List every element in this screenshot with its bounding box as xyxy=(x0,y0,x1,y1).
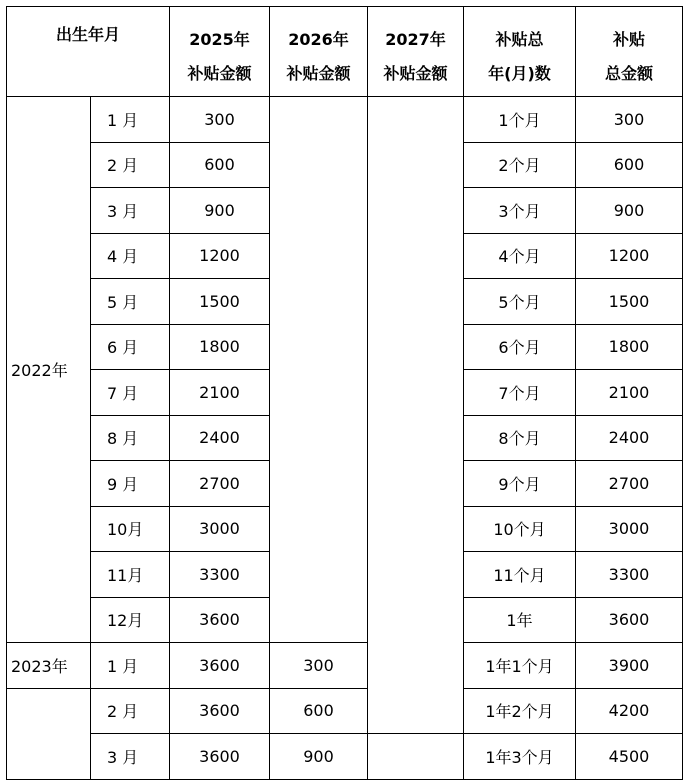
amount-2025-cell: 3600 xyxy=(170,597,270,643)
amount-2025-cell: 3000 xyxy=(170,506,270,552)
amount-2025-cell: 2100 xyxy=(170,370,270,416)
year-2023-cell: 2023年 xyxy=(7,643,91,689)
periods-cell: 4个月 xyxy=(464,233,576,279)
amount-2025-cell: 2700 xyxy=(170,461,270,507)
periods-cell: 5个月 xyxy=(464,279,576,325)
month-cell: 4 月 xyxy=(91,233,170,279)
month-cell: 10月 xyxy=(91,506,170,552)
periods-cell: 11个月 xyxy=(464,552,576,598)
total-cell: 900 xyxy=(576,188,683,234)
amount-2025-cell: 3600 xyxy=(170,688,270,734)
month-cell: 2 月 xyxy=(91,142,170,188)
periods-cell: 1年 xyxy=(464,597,576,643)
amount-2027-merged-cell xyxy=(368,97,464,734)
total-cell: 300 xyxy=(576,97,683,143)
total-cell: 2100 xyxy=(576,370,683,416)
total-cell: 3300 xyxy=(576,552,683,598)
total-cell: 1200 xyxy=(576,233,683,279)
amount-2025-cell: 3600 xyxy=(170,643,270,689)
month-cell: 9 月 xyxy=(91,461,170,507)
total-cell: 3900 xyxy=(576,643,683,689)
month-cell: 8 月 xyxy=(91,415,170,461)
total-cell: 3000 xyxy=(576,506,683,552)
amount-2026-merged-cell xyxy=(270,97,368,643)
periods-cell: 1年2个月 xyxy=(464,688,576,734)
month-cell: 3 月 xyxy=(91,734,170,780)
total-cell: 3600 xyxy=(576,597,683,643)
total-cell: 2700 xyxy=(576,461,683,507)
birth-header: 出生年月 xyxy=(7,7,170,97)
month-cell: 5 月 xyxy=(91,279,170,325)
periods-cell: 8个月 xyxy=(464,415,576,461)
year-2022-cell: 2022年 xyxy=(7,97,91,643)
periods-cell: 1年3个月 xyxy=(464,734,576,780)
periods-header: 补贴总 年(月)数 xyxy=(464,7,576,97)
periods-cell: 1年1个月 xyxy=(464,643,576,689)
amount-2027-cell xyxy=(368,734,464,780)
amount-2026-cell: 900 xyxy=(270,734,368,780)
periods-cell: 7个月 xyxy=(464,370,576,416)
y2027-header: 2027年 补贴金额 xyxy=(368,7,464,97)
periods-cell: 1个月 xyxy=(464,97,576,143)
table-row xyxy=(7,643,683,689)
month-cell: 7 月 xyxy=(91,370,170,416)
total-cell: 600 xyxy=(576,142,683,188)
periods-cell: 6个月 xyxy=(464,324,576,370)
amount-2025-cell: 3600 xyxy=(170,734,270,780)
month-cell: 2 月 xyxy=(91,688,170,734)
month-cell: 11月 xyxy=(91,552,170,598)
table-row xyxy=(7,688,683,734)
total-cell: 4500 xyxy=(576,734,683,780)
table-row xyxy=(7,734,683,780)
month-cell: 12月 xyxy=(91,597,170,643)
month-cell: 1 月 xyxy=(91,643,170,689)
periods-cell: 3个月 xyxy=(464,188,576,234)
total-cell: 2400 xyxy=(576,415,683,461)
amount-2025-cell: 2400 xyxy=(170,415,270,461)
periods-cell: 2个月 xyxy=(464,142,576,188)
month-cell: 3 月 xyxy=(91,188,170,234)
amount-2026-cell: 300 xyxy=(270,643,368,689)
amount-2025-cell: 1500 xyxy=(170,279,270,325)
year-2023-continued-cell xyxy=(7,688,91,779)
subsidy-table xyxy=(6,6,683,780)
total-cell: 4200 xyxy=(576,688,683,734)
month-cell: 1 月 xyxy=(91,97,170,143)
amount-2025-cell: 1200 xyxy=(170,233,270,279)
header-row xyxy=(7,7,683,97)
periods-cell: 10个月 xyxy=(464,506,576,552)
total-header: 补贴 总金额 xyxy=(576,7,683,97)
table-row xyxy=(7,97,683,143)
total-cell: 1800 xyxy=(576,324,683,370)
amount-2025-cell: 3300 xyxy=(170,552,270,598)
amount-2025-cell: 1800 xyxy=(170,324,270,370)
total-cell: 1500 xyxy=(576,279,683,325)
y2025-header: 2025年 补贴金额 xyxy=(170,7,270,97)
amount-2025-cell: 900 xyxy=(170,188,270,234)
amount-2025-cell: 300 xyxy=(170,97,270,143)
y2026-header: 2026年 补贴金额 xyxy=(270,7,368,97)
amount-2026-cell: 600 xyxy=(270,688,368,734)
periods-cell: 9个月 xyxy=(464,461,576,507)
amount-2025-cell: 600 xyxy=(170,142,270,188)
month-cell: 6 月 xyxy=(91,324,170,370)
